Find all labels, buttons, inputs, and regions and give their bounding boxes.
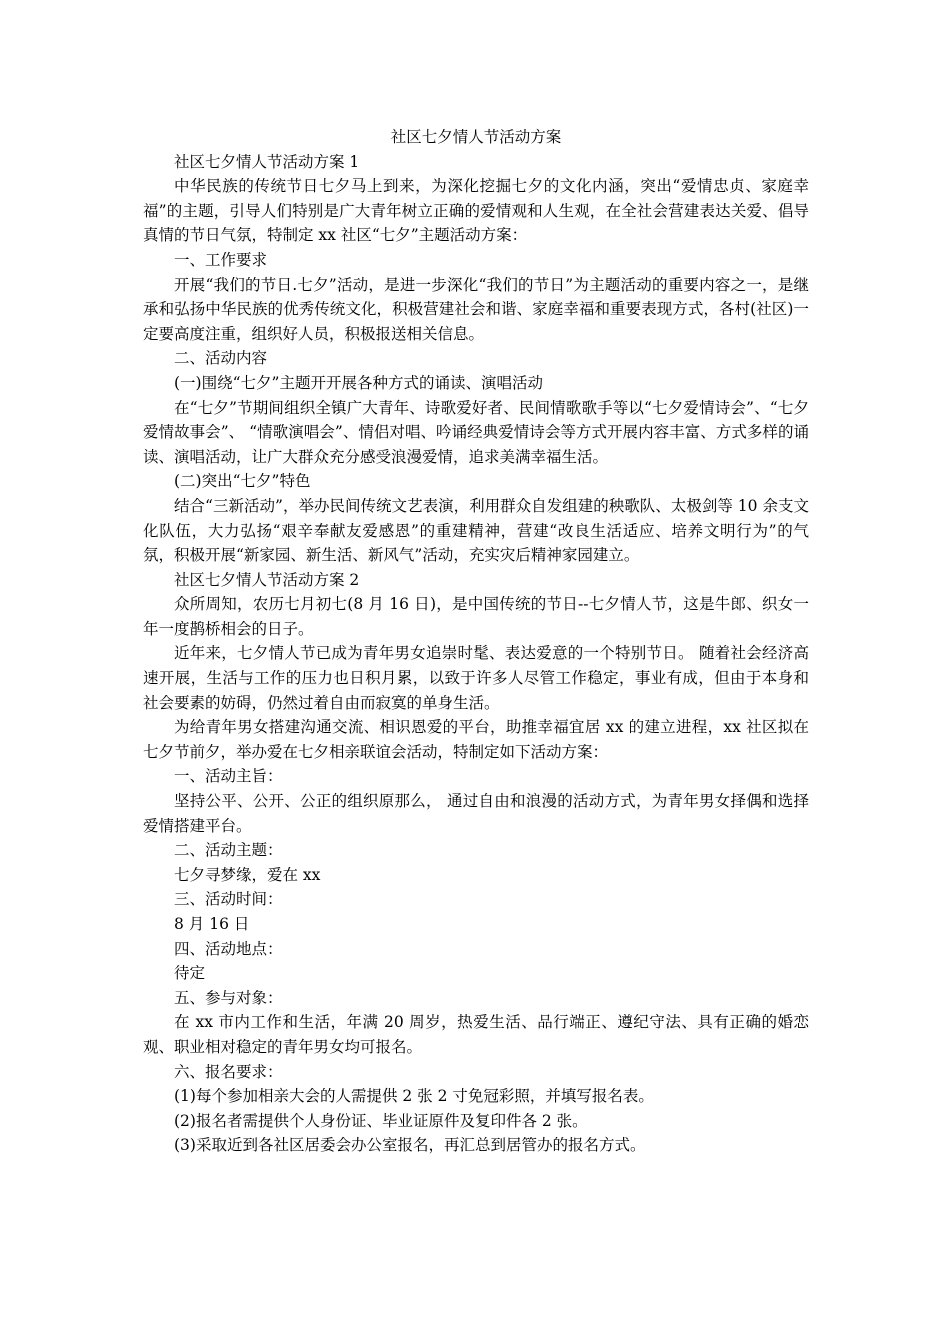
subheading-recital: (一)围绕“七夕”主题开开展各种方式的诵读、演唱活动 [174,373,543,392]
plan2-background-paragraph: 近年来，七夕情人节已成为青年男女追崇时髦、表达爱意的一个特别节日。 随着社会经济高速开展，生活与工作的压力也日积月累，以致于许多人尽管工作稳定，事业有成，但由于本身和社会要素的妨碍，仍然过着自由而寂寞的单身生活。 [143,644,809,712]
section-heading-plan-2: 社区七夕情人节活动方案 2 [174,570,360,589]
document-title: 社区七夕情人节活动方案 [390,128,562,146]
activity-time-value: 8 月 16 日 [174,915,250,933]
heading-activity-purpose: 一、活动主旨： [174,767,283,786]
intro-paragraph: 中华民族的传统节日七夕马上到来，为深化挖掘七夕的文化内涵，突出“爱情忠贞、家庭幸福”的主题，引导人们特别是广大青年树立正确的爱情观和人生观，在全社会营建表达关爱、倡导真情的节日气氛，特制定 xx 社区“七夕”主题活动方案： [143,177,809,245]
heading-activity-theme: 二、活动主题： [174,841,283,860]
plan2-purpose-paragraph: 为给青年男女搭建沟通交流、相识恩爱的平台，助推幸福宜居 xx 的建立进程，xx 社区拟在七夕节前夕，举办爱在七夕相亲联谊会活动，特制定如下活动方案： [143,718,809,761]
heading-activity-content: 二、活动内容 [174,349,268,368]
activity-theme-value: 七夕寻梦缘，爱在 xx [174,865,321,884]
activity-location-value: 待定 [174,964,206,983]
heading-activity-time: 三、活动时间： [174,890,283,909]
heading-work-requirements: 一、工作要求 [174,250,268,269]
participants-paragraph: 在 xx 市内工作和生活，年满 20 周岁，热爱生活、品行端正、遵纪守法、具有正确的婚恋观、职业相对稳定的青年男女均可报名。 [143,1013,809,1056]
plan2-intro-paragraph: 众所周知，农历七月初七(8 月 16 日)，是中国传统的节日--七夕情人节，这是牛郎、织女一年一度鹊桥相会的日子。 [143,595,809,638]
heading-registration: 六、报名要求： [174,1062,283,1081]
heading-participants: 五、参与对象： [174,988,283,1007]
features-paragraph: 结合“三新活动”，举办民间传统文艺表演，利用群众自发组建的秧歌队、太极剑等 10 余支文化队伍，大力弘扬“艰辛奉献友爱感恩”的重建精神，营建“改良生活适应、培养文明行为”的气氛，积极开展“新家园、新生活、新风气”活动，充实灾后精神家园建立。 [143,496,809,565]
subheading-features: (二)突出“七夕”特色 [174,472,311,491]
work-requirements-paragraph: 开展“我们的节日.七夕”活动，是进一步深化“我们的节日”为主题活动的重要内容之一，是继承和弘扬中华民族的优秀传统文化，积极营建社会和谐、家庭幸福和重要表现方式，各村(社区)一定要高度注重，组织好人员，积极报送相关信息。 [143,275,809,343]
heading-activity-location: 四、活动地点： [174,939,283,958]
registration-item-1: (1)每个参加相亲大会的人需提供 2 张 2 寸免冠彩照，并填写报名表。 [174,1087,654,1106]
registration-item-2: (2)报名者需提供个人身份证、毕业证原件及复印件各 2 张。 [174,1111,588,1130]
registration-item-3: (3)采取近到各社区居委会办公室报名，再汇总到居管办的报名方式。 [174,1136,646,1155]
activity-purpose-paragraph: 坚持公平、公开、公正的组织原那么， 通过自由和浪漫的活动方式，为青年男女择偶和选择爱情搭建平台。 [143,792,809,835]
section-heading-plan-1: 社区七夕情人节活动方案 1 [174,152,360,171]
document-body [143,125,809,1158]
recital-paragraph: 在“七夕”节期间组织全镇广大青年、诗歌爱好者、民间情歌歌手等以“七夕爱情诗会”、“七夕爱情故事会”、 “情歌演唱会”、情侣对唱、吟诵经典爱情诗会等方式开展内容丰富、方式多样的诵读、演唱活动，让广大群众充分感受浪漫爱情，追求美满幸福生活。 [143,398,809,466]
